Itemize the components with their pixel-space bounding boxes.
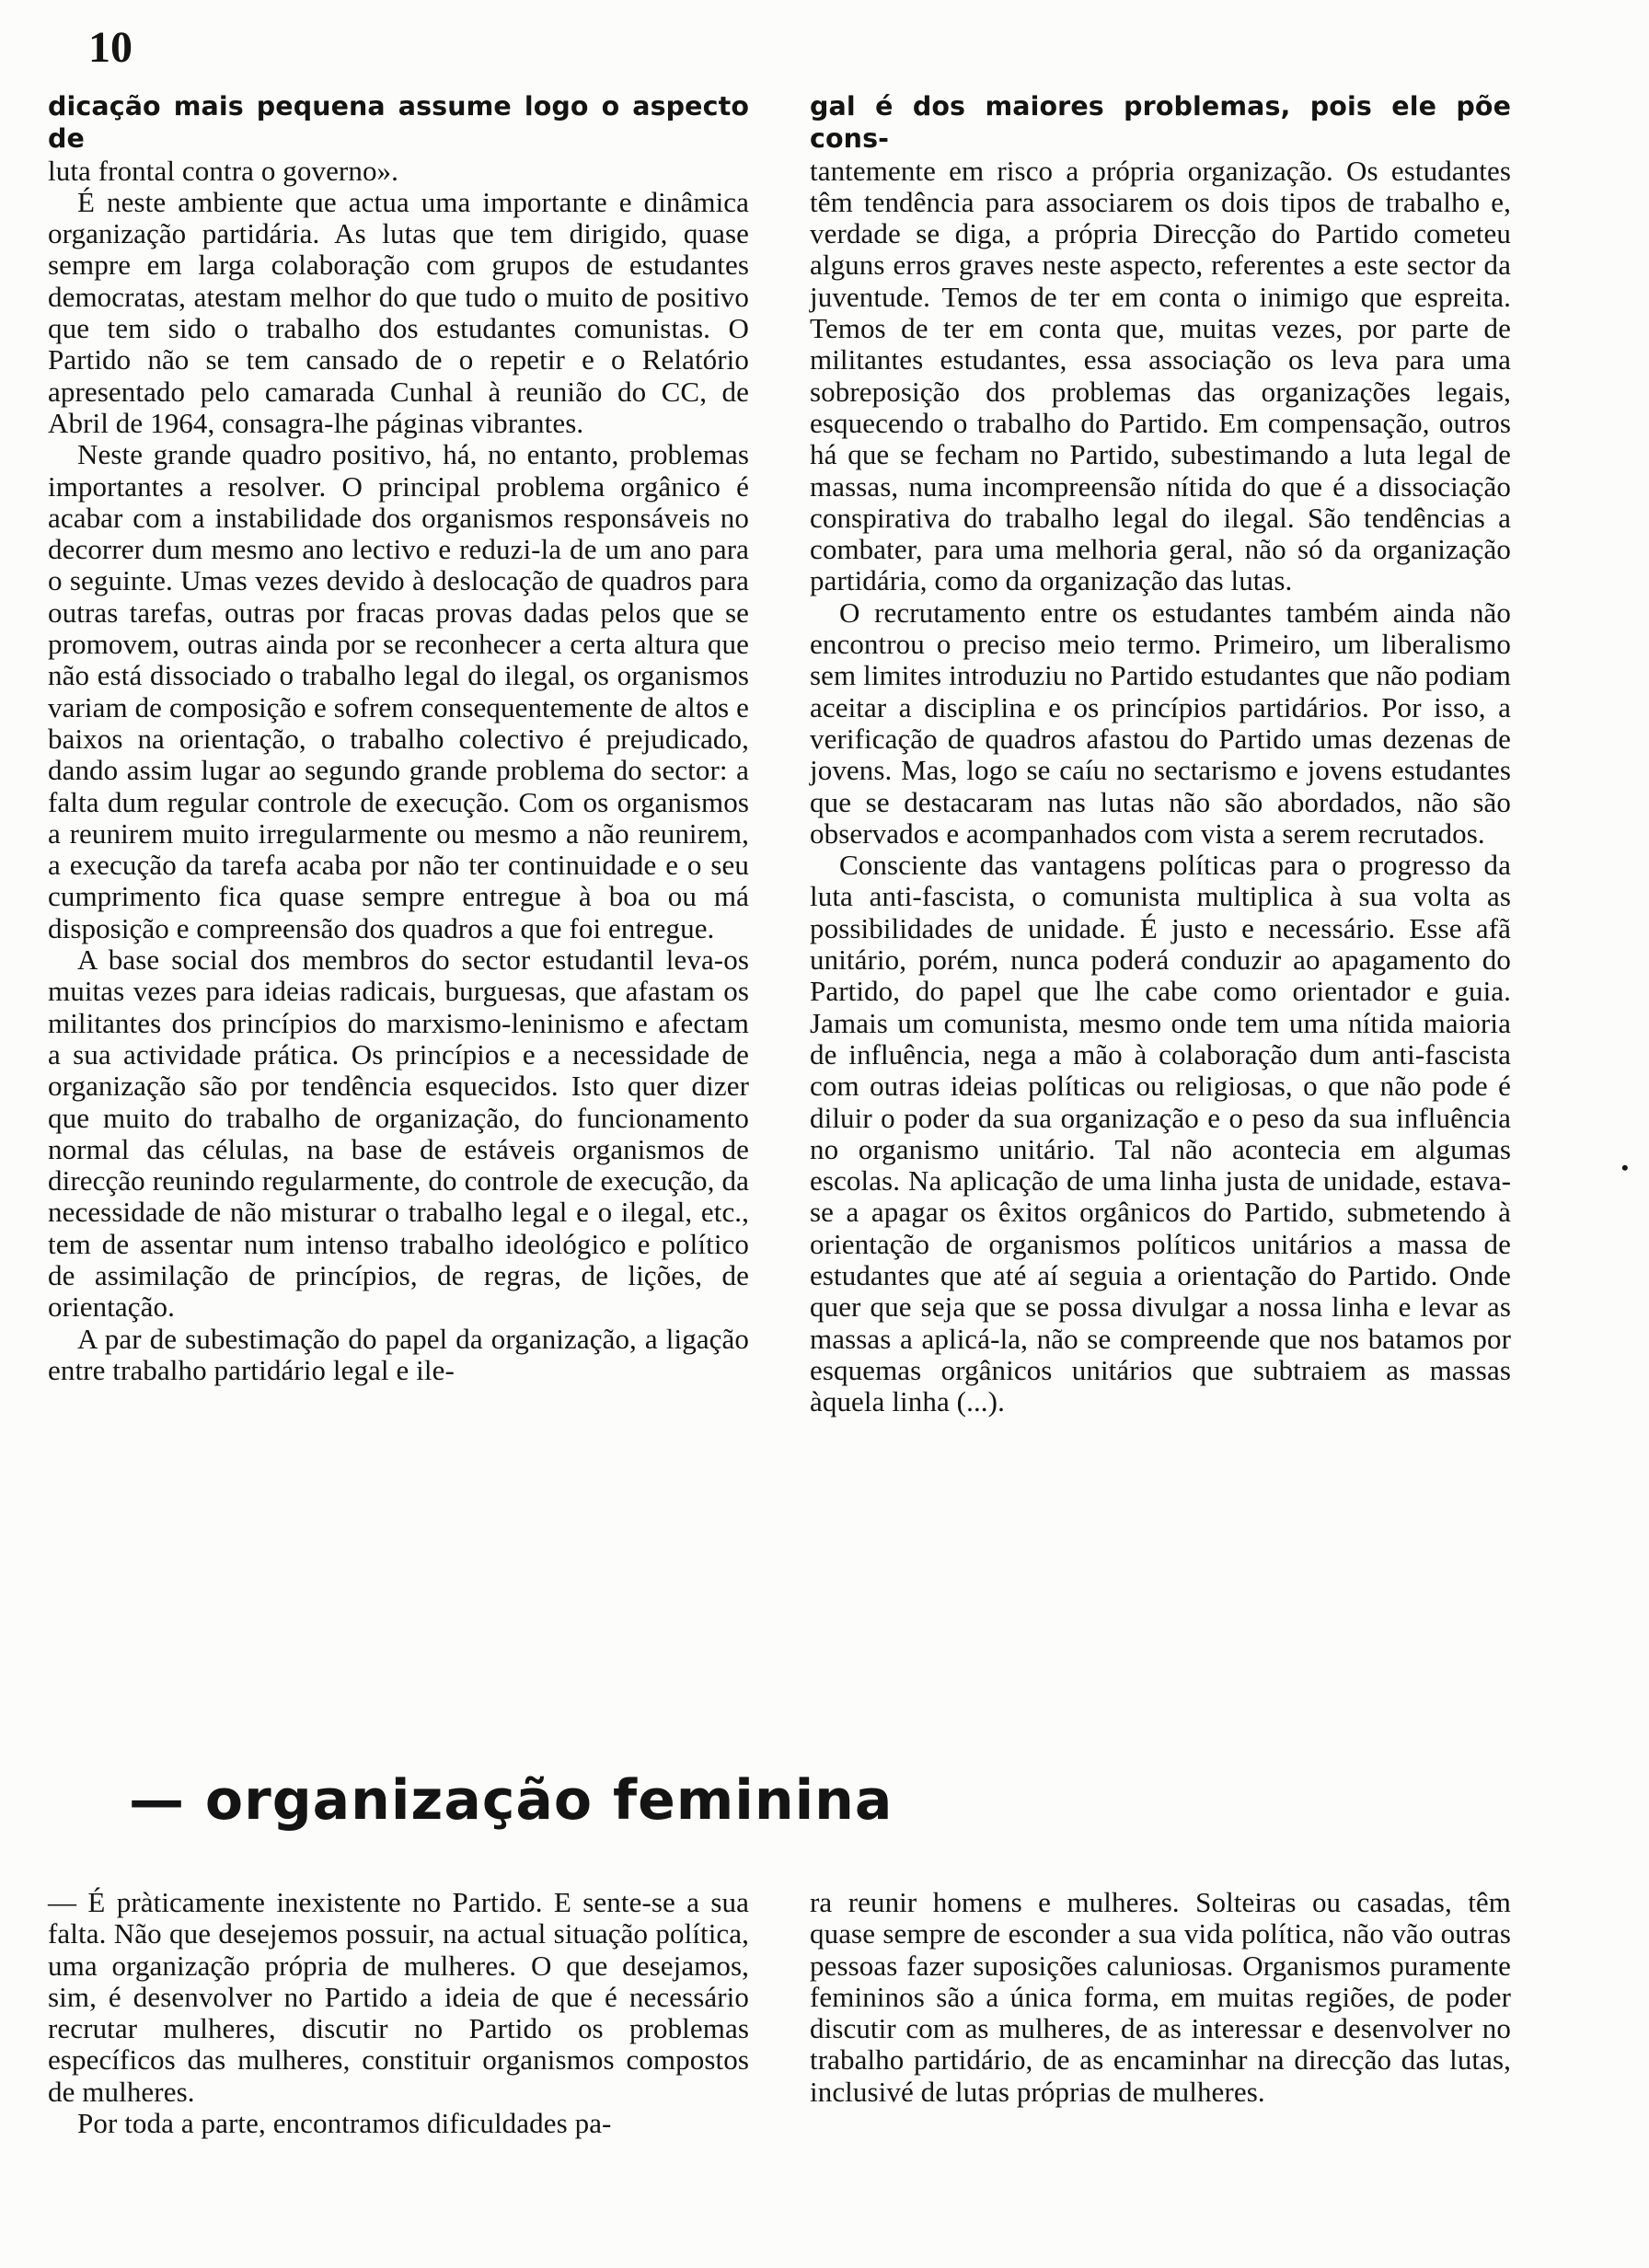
margin-mark: •	[1621, 1156, 1629, 1179]
paragraph	[810, 90, 1511, 597]
paragraph: Por toda a parte, encontramos dificuldades pa-	[77, 2107, 612, 2140]
top-right-column	[810, 90, 1511, 1418]
paragraph: O recrutamento entre os estudantes também ainda não encontrou o preciso meio termo. Primeiro, um liberalismo sem limites introduziu no Partido estudantes que não podiam aceitar a disciplina e os princípios partidários. Por isso, a verificação de quadros afastou do Partido umas dezenas de jovens. Mas, logo se caíu no sectarismo e jovens estudantes que se destacaram nas lutas não são abordados, não são observados e acompanhados com vista a serem recrutados.	[810, 596, 1511, 850]
top-left-column	[48, 90, 749, 1386]
paragraph: — É pràticamente inexistente no Partido. E sente-se a sua falta. Não que desejemos possuir, na actual situação política, uma organização própria de mulheres. O que desejamos, sim, é desenvolver no Partido a ideia de que é necessário recrutar mulheres, discutir no Partido os problemas específicos das mulheres, constituir organismos compostos de mulheres.	[48, 1886, 749, 2108]
bottom-left-column	[48, 1887, 749, 2139]
section-heading: — organização feminina	[129, 1768, 894, 1833]
page-number: 10	[88, 23, 133, 72]
paragraph: A par de subestimação do papel da organização, a ligação entre trabalho partidário legal e ile-	[48, 1322, 749, 1386]
bold-lead-line: dicação mais pequena assume logo o aspecto de	[48, 91, 749, 155]
paragraph: Neste grande quadro positivo, há, no entanto, problemas importantes a resolver. O principal problema orgânico é acabar com a instabilidade dos organismos responsáveis no decorrer dum mesmo ano lectivo e reduzi-la de um ano para o seguinte. Umas vezes devido à deslocação de quadros para outras tarefas, outras por fracas provas dadas pelos que se promovem, outras ainda por se reconhecer a certa altura que não está dissociado o trabalho legal do ilegal, os organismos variam de composição e sofrem consequentemente de altos e baixos na orientação, o trabalho colectivo é prejudicado, dando assim lugar ao segundo grande problema do sector: a falta dum regular controle de execução. Com os organismos a reunirem muito irregularmente ou mesmo a não reunirem, a execução da tarefa acaba por não ter continuidade e o seu cumprimento fica quase sempre entregue à boa ou má disposição e compreensão dos quadros a que foi entregue.	[48, 438, 749, 944]
paragraph: A base social dos membros do sector estudantil leva-os muitas vezes para ideias radicais, burguesas, que afastam os militantes dos princípios do marxismo-leninismo e afectam a sua actividade prática. Os princípios e a necessidade de organização são por tendência esquecidos. Isto quer dizer que muito do trabalho de organização, do funcionamento normal das células, na base de estáveis organismos de direcção reunindo regularmente, do controle de execução, da necessidade de não misturar o trabalho legal e o ilegal, etc., tem de assentar num intenso trabalho ideológico e político de assimilação de princípios, de regras, de lições, de orientação.	[48, 943, 749, 1324]
paragraph	[48, 90, 749, 187]
lead-continuation: luta frontal contra o governo».	[48, 154, 399, 187]
paragraph: ra reunir homens e mulheres. Solteiras ou casadas, têm quase sempre de esconder a sua vida política, não vão outras pessoas fazer suposições caluniosas. Organismos puramente femininos são a única forma, em muitas regiões, de poder discutir com as mulheres, de as interessar e desenvolver no trabalho partidário, de as encaminhar na direcção das lutas, inclusivé de lutas próprias de mulheres.	[810, 1886, 1511, 2108]
bold-lead-line: gal é dos maiores problemas, pois ele põe cons-	[810, 91, 1511, 155]
paragraph: Consciente das vantagens políticas para o progresso da luta anti-fascista, o comunista multiplica à sua volta as possibilidades de unidade. É justo e necessário. Esse afã unitário, porém, nunca poderá conduzir ao apagamento do Partido, do papel que lhe cabe como orientador e guia. Jamais um comunista, mesmo onde tem uma nítida maioria de influência, nega a mão à colaboração dum anti-fascista com outras ideias políticas ou religiosas, o que não pode é diluir o poder da sua organização e o peso da sua influência no organismo unitário. Tal não acontecia em algumas escolas. Na aplicação de uma linha justa de unidade, estava-se a apagar os êxitos orgânicos do Partido, submetendo à orientação de organismos políticos unitários a massa de estudantes que até aí seguia a orientação do Partido. Onde quer que seja que se possa divulgar a nossa linha e levar as massas a aplicá-la, não se compreende que nos batamos por esquemas orgânicos unitários que subtraiem as massas àquela linha (...).	[810, 849, 1511, 1418]
paragraph: É neste ambiente que actua uma importante e dinâmica organização partidária. As lutas que tem dirigido, quase sempre em larga colaboração com grupos de estudantes democratas, atestam melhor do que tudo o muito de positivo que tem sido o trabalho dos estudantes comunistas. O Partido não se tem cansado de o repetir e o Relatório apresentado pelo camarada Cunhal à reunião do CC, de Abril de 1964, consagra-lhe páginas vibrantes.	[48, 185, 749, 439]
bottom-right-column	[810, 1887, 1511, 2108]
lead-continuation: tantemente em risco a própria organização. Os estudantes têm tendência para associarem os dois tipos de trabalho e, verdade se diga, a própria Direcção do Partido cometeu alguns erros graves neste aspecto, referentes a este sector da juventude. Temos de ter em conta o inimigo que espreita. Temos de ter em conta que, muitas vezes, por parte de militantes estudantes, essa associação os leva para uma sobreposição dos problemas das organizações legais, esquecendo o trabalho do Partido. Em compensação, outros há que se fecham no Partido, subestimando a luta legal de massas, numa incompreensão nítida do que é a dissociação conspirativa do trabalho legal do ilegal. São tendências a combater, para uma melhoria geral, não só da organização partidária, como da organização das lutas.	[810, 154, 1511, 597]
